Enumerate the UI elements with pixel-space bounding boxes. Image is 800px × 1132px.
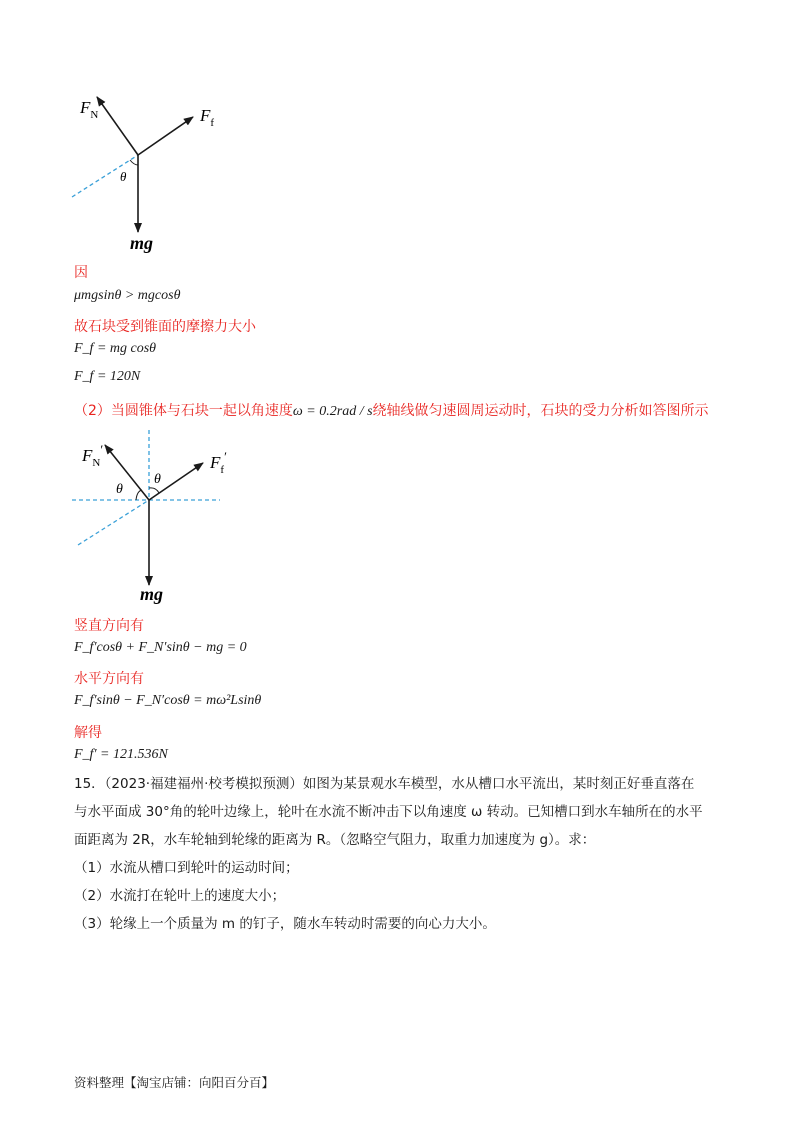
fn-label: $F_N$ [80,98,99,121]
vertical-heading: 竖直方向有 [74,618,144,634]
omega-value: ω = 0.2rad / s [292,404,373,419]
angle-arc [130,160,138,165]
mg-label: mg [140,584,164,604]
theta-left-label: θ [116,482,123,497]
force-diagram-1 [60,85,240,260]
incline-dashed-line [78,500,149,545]
problem-15-line-3: 面距离为 2R，水车轮轴到轮缘的距离为 R。（忽略空气阻力，取重力加速度为 g）。求： [74,832,596,848]
line-yin: 因 [74,265,88,281]
theta-right-label: θ [154,472,161,487]
mg-label: mg [130,233,154,253]
angle-arc-right [149,488,159,493]
part-2-line [74,400,709,420]
equation-6: F_f′ = 121.536N [74,747,168,762]
force-diagram-2 [60,425,240,610]
question-2: （2）水流打在轮叶上的速度大小； [74,888,286,904]
problem-15-line-1: 15．（2023·福建福州·校考模拟预测）如图为某景观水车模型，水从槽口水平流出，某时刻正好垂直落在 [74,776,695,792]
problem-15-line-2: 与水平面成 30°角的轮叶边缘上，轮叶在水流不断冲击下以角速度 ω 转动。已知槽口到水车轴所在的水平 [74,804,703,820]
angle-arc-left [136,490,142,500]
equation-2: F_f = mg cosθ [74,341,157,356]
friction-force-arrow [138,117,193,155]
horizontal-heading: 水平方向有 [74,671,144,687]
incline-dashed-line [72,155,138,197]
equation-4: F_f′cosθ + F_N′sinθ − mg = 0 [74,640,247,655]
normal-force-arrow [97,97,138,155]
question-1: （1）水流从槽口到轮叶的运动时间； [74,860,299,876]
equation-5: F_f′sinθ − F_N′cosθ = mω²Lsinθ [74,693,262,708]
page-footer: 资料整理【淘宝店铺：向阳百分百】 [74,1075,275,1090]
ff-label: $F_f$ [200,106,215,129]
solve-heading: 解得 [74,725,102,741]
question-3: （3）轮缘上一个质量为 m 的钉子，随水车转动时需要的向心力大小。 [74,916,496,932]
equation-1: μmgsinθ > mgcosθ [74,288,181,303]
equation-3: F_f = 120N [74,369,141,384]
line-conclusion: 故石块受到锥面的摩擦力大小 [74,319,256,335]
part-2-prefix: （2）当圆锥体与石块一起以角速度 [74,403,293,419]
ff-prime-label: $F_f'$ [210,449,227,476]
fn-prime-label: $F_N'$ [82,442,104,469]
part-2-suffix: 绕轴线做匀速圆周运动时，石块的受力分析如答图所示 [372,403,709,419]
theta-label: θ [120,169,127,184]
normal-force-arrow [105,445,149,500]
